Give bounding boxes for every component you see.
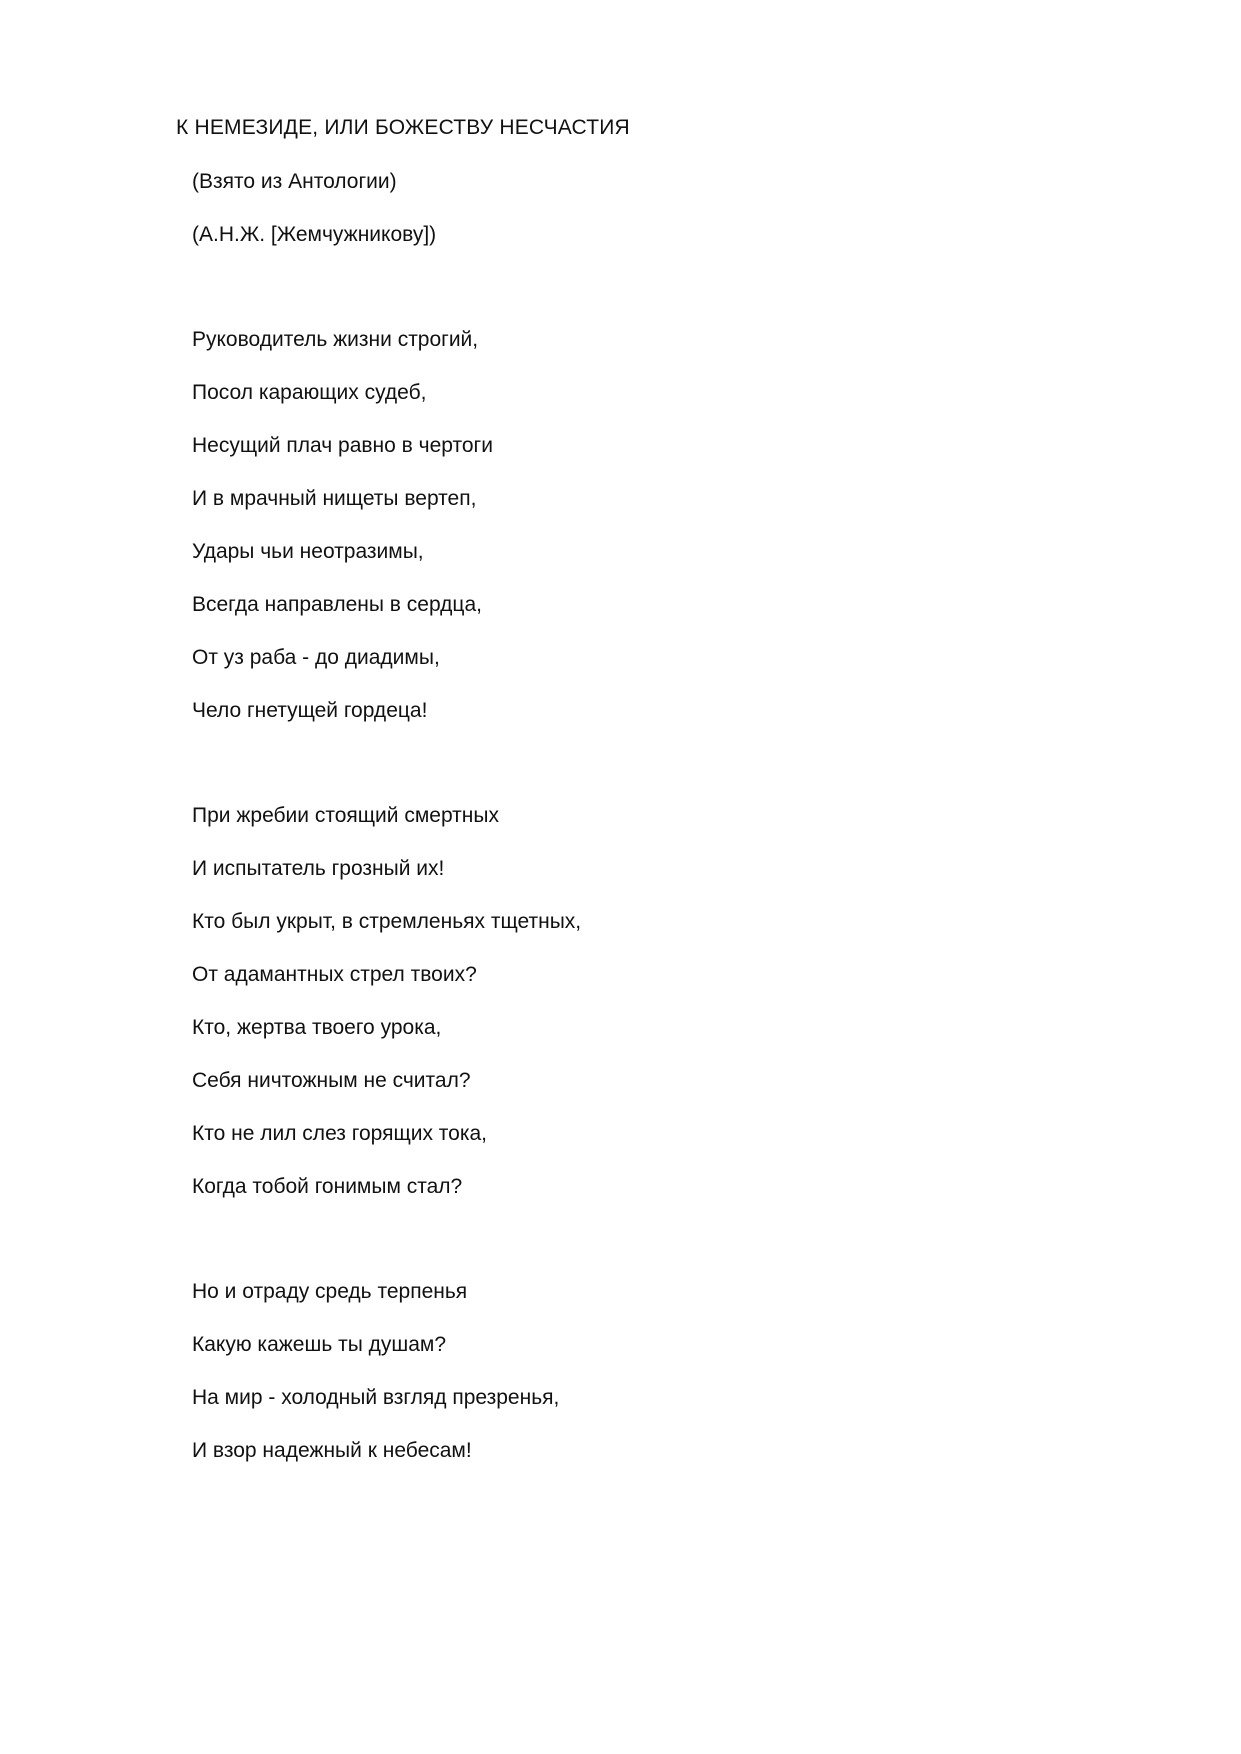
poem-line: Когда тобой гонимым стал? [192, 1175, 463, 1198]
poem-line: От адамантных стрел твоих? [192, 963, 477, 986]
poem-line: На мир - холодный взгляд презренья, [192, 1386, 560, 1409]
poem-line: И в мрачный нищеты вертеп, [192, 487, 477, 510]
poem-line: Но и отраду средь терпенья [192, 1280, 468, 1303]
poem-line: Всегда направлены в сердца, [192, 593, 482, 616]
source-note: (Взято из Антологии) [192, 170, 397, 193]
poem-line: Посол карающих судеб, [192, 381, 427, 404]
dedication: (А.Н.Ж. [Жемчужникову]) [192, 223, 437, 246]
poem-line: Кто, жертва твоего урока, [192, 1016, 442, 1039]
poem-line: Кто не лил слез горящих тока, [192, 1122, 488, 1145]
poem-line: Кто был укрыт, в стремленьях тщетных, [192, 910, 582, 933]
poem-line: При жребии стоящий смертных [192, 804, 499, 827]
poem-title: К НЕМЕЗИДЕ, ИЛИ БОЖЕСТВУ НЕСЧАСТИЯ [176, 116, 630, 139]
poem-line: И взор надежный к небесам! [192, 1439, 472, 1462]
poem-line: Себя ничтожным не считал? [192, 1069, 471, 1092]
poem-line: От уз раба - до диадимы, [192, 646, 440, 669]
poem-line: Руководитель жизни строгий, [192, 328, 479, 351]
poem-line: Какую кажешь ты душам? [192, 1333, 447, 1356]
poem-line: И испытатель грозный их! [192, 857, 445, 880]
poem-line: Удары чьи неотразимы, [192, 540, 424, 563]
poem-line: Чело гнетущей гордеца! [192, 699, 428, 722]
poem-line: Несущий плач равно в чертоги [192, 434, 493, 457]
